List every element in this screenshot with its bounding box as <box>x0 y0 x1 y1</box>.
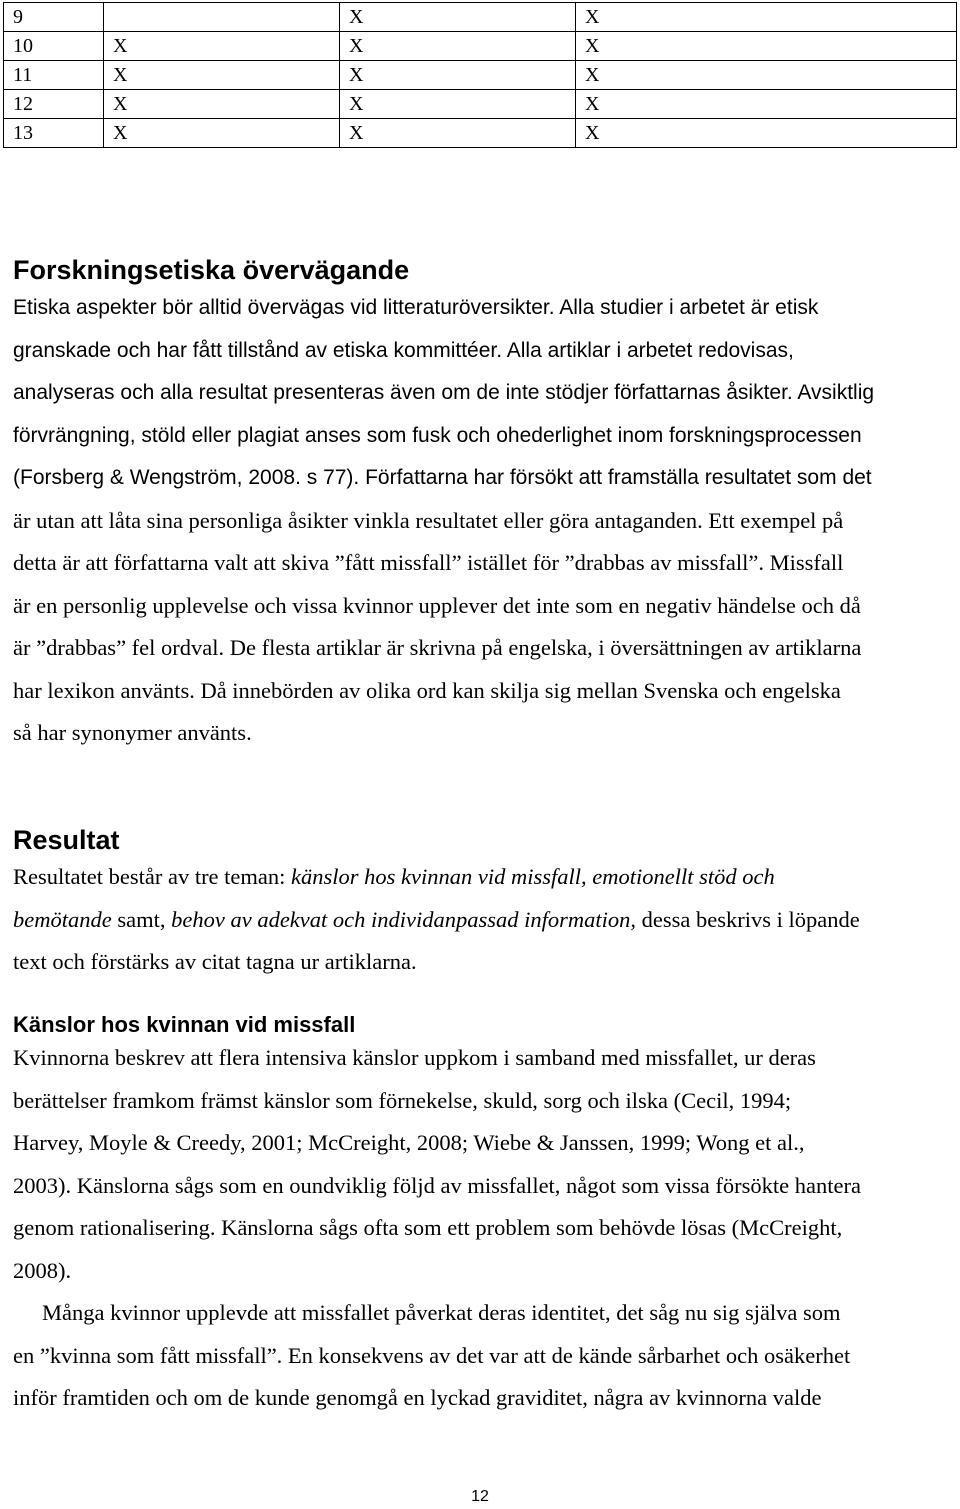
table-cell: X <box>340 119 576 148</box>
table-cell: X <box>340 32 576 61</box>
result-intro-text: Resultatet består av tre teman: <box>13 864 292 889</box>
paragraph-line: Kvinnorna beskrev att flera intensiva känslor uppkom i samband med missfallet, ur deras <box>13 1045 816 1070</box>
table-cell: X <box>576 32 957 61</box>
paragraph-line: är ”drabbas” fel ordval. De flesta artiklar är skrivna på engelska, i översättningen av artiklarna <box>13 635 862 660</box>
theme-text: bemötande <box>13 906 112 932</box>
paragraph-line: berättelser framkom främst känslor som förnekelse, skuld, sorg och ilska (Cecil, 1994; <box>13 1087 792 1113</box>
paragraph-line: (Forsberg & Wengström, 2008. s 77). Författarna har försökt att framställa resultatet som det <box>13 466 872 489</box>
table-row <box>4 32 957 61</box>
paragraph-line: är utan att låta sina personliga åsikter vinkla resultatet eller göra antaganden. Ett exempel på <box>13 507 844 533</box>
paragraph-line <box>13 899 948 942</box>
table-cell: X <box>576 90 957 119</box>
paragraph-line: 2003). Känslorna sågs som en oundviklig följd av missfallet, något som vissa försökte hantera <box>13 1172 861 1198</box>
result-heading: Resultat <box>13 825 120 855</box>
result-paragraph <box>13 856 948 984</box>
result-text: samt, <box>111 906 172 932</box>
table-cell: X <box>104 32 340 61</box>
paragraph-line: är en personlig upplevelse och vissa kvinnor upplever det inte som en negativ händelse och då <box>13 592 861 618</box>
table-cell: X <box>576 119 957 148</box>
data-table <box>3 2 957 148</box>
paragraph-line: Etiska aspekter bör alltid övervägas vid litteraturöversikter. Alla studier i arbetet är etisk <box>13 296 819 319</box>
table-row <box>4 3 957 32</box>
ethics-heading: Forskningsetiska övervägande <box>13 255 410 285</box>
table-cell: 9 <box>4 3 104 32</box>
feelings-paragraph <box>13 1037 948 1420</box>
table-row <box>4 119 957 148</box>
paragraph-line: analyseras och alla resultat presenteras även om de inte stödjer författarnas åsikter. Avsiktlig <box>13 381 875 404</box>
paragraph-line: genom rationalisering. Känslorna sågs ofta som ett problem som behövde lösas (McCreight, <box>13 1215 843 1240</box>
paragraph-line: så har synonymer använts. <box>13 720 252 745</box>
paragraph-line: detta är att författarna valt att skiva ”fått missfall” istället för ”drabbas av missfall”. Missfall <box>13 550 844 575</box>
theme-text: känslor hos kvinnan vid missfall, emotionellt stöd och <box>291 864 775 889</box>
paragraph-line: text och förstärks av citat tagna ur artiklarna. <box>13 949 417 974</box>
paragraph-line: granskade och har fått tillstånd av etiska kommittéer. Alla artiklar i arbetet redovisas, <box>13 338 794 362</box>
table-row <box>4 61 957 90</box>
table-cell: X <box>104 61 340 90</box>
table-cell <box>104 3 340 32</box>
paragraph-line: 2008). <box>13 1257 72 1283</box>
paragraph-line: har lexikon använts. Då innebörden av olika ord kan skilja sig mellan Svenska och engelska <box>13 677 841 703</box>
table-cell: X <box>340 3 576 32</box>
feelings-heading: Känslor hos kvinnan vid missfall <box>13 1012 356 1037</box>
table-cell: 12 <box>4 90 104 119</box>
table-row <box>4 90 957 119</box>
table-cell: X <box>576 61 957 90</box>
table-cell: 13 <box>4 119 104 148</box>
paragraph-line <box>13 856 948 899</box>
paragraph-line: inför framtiden och om de kunde genomgå en lyckad graviditet, några av kvinnorna valde <box>13 1385 822 1410</box>
paragraph-line: förvrängning, stöld eller plagiat anses som fusk och ohederlighet inom forskningsprocessen <box>13 423 862 447</box>
paragraph-line: Harvey, Moyle & Creedy, 2001; McCreight, 2008; Wiebe & Janssen, 1999; Wong et al., <box>13 1130 805 1155</box>
table-cell: X <box>340 90 576 119</box>
page-number: 12 <box>471 1488 489 1505</box>
ethics-paragraph <box>13 287 948 755</box>
paragraph-line: en ”kvinna som fått missfall”. En konsekvens av det var att de kände sårbarhet och osäkerhet <box>13 1342 851 1368</box>
table-cell: X <box>576 3 957 32</box>
table-cell: 11 <box>4 61 104 90</box>
result-text: dessa beskrivs i löpande <box>636 906 860 932</box>
paragraph-line: Många kvinnor upplevde att missfallet påverkat deras identitet, det såg nu sig själva som <box>42 1300 841 1325</box>
theme-text: behov av adekvat och individanpassad information, <box>171 906 637 932</box>
table-cell: X <box>340 61 576 90</box>
table-cell: X <box>104 119 340 148</box>
table-cell: X <box>104 90 340 119</box>
table-cell: 10 <box>4 32 104 61</box>
